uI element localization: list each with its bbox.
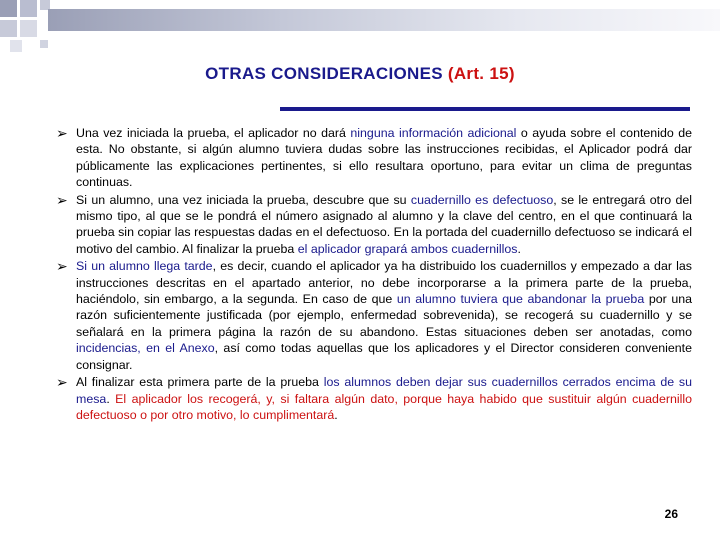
arrow-right-icon: ➢ xyxy=(56,125,68,141)
bullet-item xyxy=(56,125,692,191)
bullet-text-segment: Al finalizar esta primera parte de la prueba xyxy=(76,375,324,390)
arrow-right-icon: ➢ xyxy=(56,191,68,208)
bullet-text-segment: Si un alumno llega tarde xyxy=(76,259,213,274)
bullet-text-segment: . xyxy=(106,391,116,406)
bullet-text-segment: , así como todas aquellas que los aplicadores y el Director consideren conveniente consignar. xyxy=(76,341,692,372)
header-gradient-bar xyxy=(48,9,720,31)
arrow-right-icon: ➢ xyxy=(56,374,68,391)
bullet-text-segment: o ayuda sobre el contenido de esta. No obstante, si algún alumno tuviera dudas sobre las instrucciones recibidas, el Aplicador podrá dar públicamente las explicaciones pertinentes, si ello resultara oportuno, para evitar un clima de preguntas continuas. xyxy=(76,126,692,190)
title-article: (Art. 15) xyxy=(447,64,515,83)
bullet-item xyxy=(56,374,692,423)
arrow-right-icon: ➢ xyxy=(56,258,68,275)
bullet-text-segment: ninguna información adicional xyxy=(350,126,517,140)
bullet-list xyxy=(56,125,692,424)
bullet-text-segment: , es decir, cuando el aplicador ya ha distribuido los cuadernillos y empezado a dar las instrucciones descritas en el apartado anterior, no debe incorporarse a la primera parte de la prueba, haciéndolo, sin embargo, a la segunda. En caso de que xyxy=(76,259,692,307)
bullet-text-segment: por una razón suficientemente justificada (por ejemplo, enfermedad sobrevenida), se recogerá su cuadernillo y se señalará en la primera página la razón de su abandono. Estas situaciones deben ser anotadas, como xyxy=(76,292,692,339)
bullet-text-segment: un alumno tuviera que abandonar la prueba xyxy=(396,292,645,307)
bullet-text-segment: . xyxy=(334,407,338,422)
bullet-item xyxy=(56,258,692,373)
bullet-text-segment: , se le entregará otro del mismo tipo, al que se le pondrá el número asignado al alumno y la clave del centro, en el que continuará la prueba sin copiar las respuestas dadas en el defectuoso. En la portada del cuadernillo defectuoso se indicará el motivo del cambio. Al finalizar la prueba xyxy=(76,192,692,256)
bullet-text-segment: El aplicador los recogerá, y, si faltara algún dato, porque haya habido que sustituir algún cuadernillo defectuoso o por otro motivo, lo cumplimentará xyxy=(76,391,692,422)
bullet-text-segment: incidencias, en el Anexo xyxy=(76,341,215,356)
title-underline xyxy=(280,107,690,111)
page-number: 26 xyxy=(664,507,678,521)
bullet-item xyxy=(56,192,692,258)
bullet-text-segment: Si un alumno, una vez iniciada la prueba, descubre que su xyxy=(76,192,411,207)
title-main: OTRAS CONSIDERACIONES xyxy=(205,64,448,83)
bullet-text-segment: el aplicador grapará ambos cuadernillos xyxy=(297,241,518,256)
bullet-text-segment: Una vez iniciada la prueba, el aplicador no dará xyxy=(76,126,351,140)
bullet-text-segment: . xyxy=(517,241,521,256)
bullet-text-segment: los alumnos deben dejar sus cuadernillos cerrados encima de su mesa xyxy=(76,375,692,406)
page-title xyxy=(0,64,720,84)
bullet-text-segment: cuadernillo es defectuoso xyxy=(410,192,554,207)
